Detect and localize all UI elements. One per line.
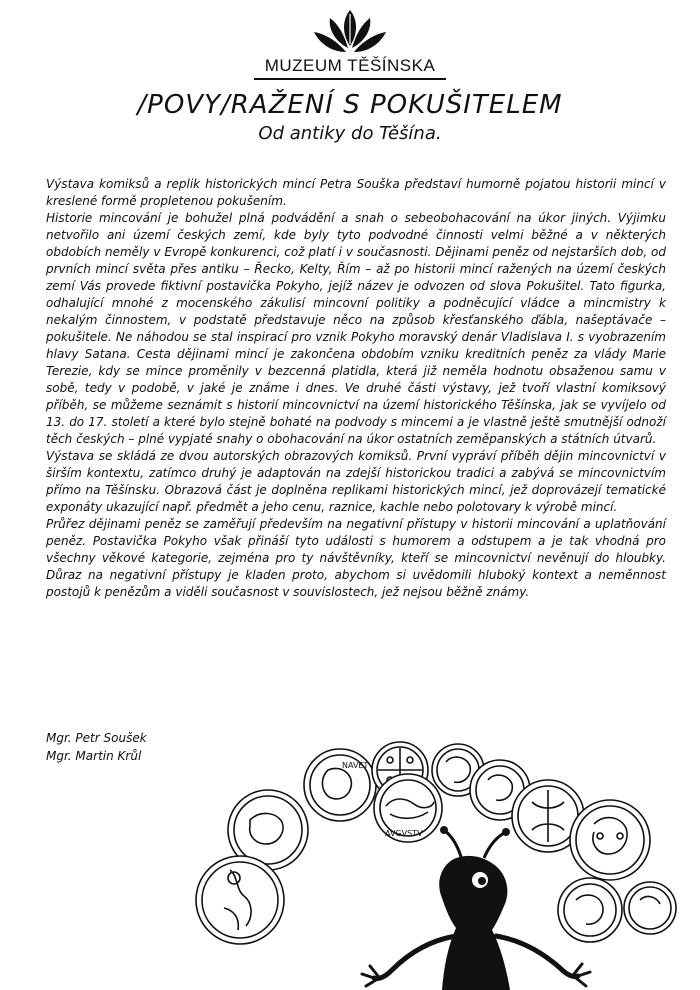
coin-inscription: AVGVSTV <box>385 829 423 838</box>
logo-underline <box>254 78 446 80</box>
paragraph: Historie mincování je bohužel plná podvádění a snah o sebeobohacování na úkor jiných. Výjimku netvořilo ani území českých zemí, kde byly tyto podvodné činnosti velmi běžné a v některých obdobích neměly v Evropě konkurenci, což platí i v současnosti. Dějinami peněz od nejstarších dob, od prvních mincí světa přes antiku – Řecko, Kelty, Řím – až po historii mincí ražených na území českých zemí Vás provede fiktivní postavička Pokyho, jejíž název je odvozen od slova Pokušitel. Tato figurka, odhalující mnohé z mocenského zákulisí mincovní politiky a podněcující vládce a mincmistry k nekalým činnostem, v podstatě představuje něco na způsob křesťanského ďábla, našeptávače – pokušitele. Ne náhodou se stal inspirací pro vznik Pokyho moravský denár Vladislava I. s vyobrazením hlavy Satana. Cesta dějinami mincí je zakončena obdobím vzniku kreditních peněz za vlády Marie Terezie, kdy se mince proměnily v bezcenná platidla, která již neměla hodnotu obsaženou samu v sobě, tedy v podobě, v jaké je známe i dnes. Ve druhé části výstavy, jež tvoří vlastní komiksový příběh, se můžeme seznámit s historií mincovnictví na území historického Těšínska, jak se vyvíjelo od 13. do 17. století a které bylo stejně bohaté na podvody s mincemi a je vlastně ještě smutnější odnoží těch českých – plné vypjaté snahy o obohacování na úkor ostatních zeměpanských a státních útvarů. <box>46 211 666 446</box>
coin-icon <box>624 882 676 934</box>
paragraph: Průřez dějinami peněz se zaměřují především na negativní přístupy v historii mincování a uplatňování peněz. Postavička Pokyho však přináší tyto události s humorem a odstupem a je tak vhodná pro všechny věkové kategorie, zejména pro ty návštěvníky, kteří se mincovnictví nevěnují do hloubky. Důraz na negativní přístupy je kladen proto, abychom si uvědomili hluboký kontext a neměnnost postojů k penězům a viděli současnost v souvislostech, jež nejsou běžně známy. <box>46 517 666 599</box>
page-title: /POVY/RAŽENÍ S POKUŠITELEM <box>137 90 563 120</box>
paragraph: Výstava komiksů a replik historických mincí Petra Souška představí humorně pojatou historii mincí v kreslené formě propletenou pokušením. <box>46 177 666 208</box>
author-name: Mgr. Martin Krůl <box>46 749 142 763</box>
coin-icon <box>304 749 376 821</box>
museum-name: MUZEUM TĚŠÍNSKA <box>264 56 436 75</box>
coin-icon <box>196 856 284 944</box>
author-name: Mgr. Petr Soušek <box>46 731 147 745</box>
lotus-flower-icon <box>312 8 388 58</box>
coin-icon <box>570 800 650 880</box>
museum-logo <box>250 8 450 78</box>
authors-signature <box>46 729 147 765</box>
devil-juggling-coins-icon <box>180 740 680 990</box>
body-text <box>46 176 666 601</box>
coin-inscription: NAVET <box>342 761 369 770</box>
page-subtitle: Od antiky do Těšína. <box>258 123 442 144</box>
coin-icon <box>558 878 622 942</box>
paragraph: Výstava se skládá ze dvou autorských obrazových komiksů. První vypráví příběh dějin mincovnictví v širším kontextu, zatímco druhý je adaptován na zdejší historickou tradici a zabývá se mincovnictvím přímo na Těšínsku. Obrazová část je doplněna replikami historických mincí, jež doprovázejí tematické exponáty ukazující např. předmět a jeho cenu, raznice, kachle nebo polotovary k výrobě mincí. <box>46 449 666 514</box>
coin-icon <box>374 774 442 842</box>
